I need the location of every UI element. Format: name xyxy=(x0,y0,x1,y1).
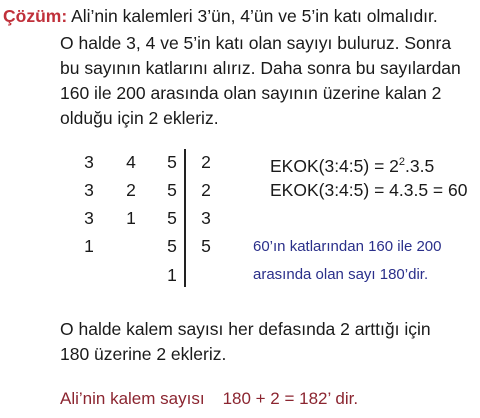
table-cell: 1 xyxy=(126,208,136,228)
intro-line-1 xyxy=(3,4,438,29)
table-cell: 5 xyxy=(167,152,177,172)
divisor-cell: 5 xyxy=(201,236,211,256)
solution-label: Çözüm: xyxy=(3,6,68,26)
table-cell: 3 xyxy=(84,208,94,228)
table-cell: 5 xyxy=(167,208,177,228)
table-cell: 3 xyxy=(84,152,94,172)
conclusion-line-1: O halde kalem sayısı her defasında 2 arttığı için xyxy=(60,319,431,339)
table-cell: 5 xyxy=(167,180,177,200)
intro-line-5: olduğu için 2 ekleriz. xyxy=(60,108,219,128)
note-line-2: arasında olan sayı 180’dir. xyxy=(253,266,429,283)
ekok-line-1-prefix: EKOK(3:4:5) = 2 xyxy=(270,156,399,176)
divisor-cell: 2 xyxy=(201,152,211,172)
ekok-line-1-suffix: .3.5 xyxy=(405,156,435,176)
division-line xyxy=(184,149,186,287)
divisor-cell: 2 xyxy=(201,180,211,200)
answer-line xyxy=(60,388,358,410)
ekok-exponent: 2 xyxy=(398,156,406,168)
table-cell: 4 xyxy=(126,152,136,172)
table-cell: 1 xyxy=(84,236,94,256)
ekok-line-2: EKOK(3:4:5) = 4.3.5 = 60 xyxy=(270,180,468,200)
intro-text-1: Ali’nin kalemleri 3’ün, 4’ün ve 5’in katı olmalıdır. xyxy=(71,6,438,26)
table-cell: 1 xyxy=(167,265,177,285)
intro-line-2: O halde 3, 4 ve 5’in katı olan sayıyı buluruz. Sonra xyxy=(60,33,452,53)
intro-line-3: bu sayının katlarını alırız. Daha sonra bu sayılardan xyxy=(60,58,461,78)
divisor-cell: 3 xyxy=(201,208,211,228)
table-cell: 2 xyxy=(126,180,136,200)
intro-line-4: 160 ile 200 arasında olan sayının üzerine kalan 2 xyxy=(60,83,442,103)
table-cell: 5 xyxy=(167,236,177,256)
table-cell: 3 xyxy=(84,180,94,200)
conclusion-line-2: 180 üzerine 2 ekleriz. xyxy=(60,344,227,364)
note-line-1: 60’ın katlarından 160 ile 200 xyxy=(253,238,442,255)
answer-label: Ali’nin kalem sayısı xyxy=(60,389,205,408)
ekok-line-1 xyxy=(270,151,434,177)
answer-value: 180 + 2 = 182’ dir. xyxy=(222,389,359,408)
